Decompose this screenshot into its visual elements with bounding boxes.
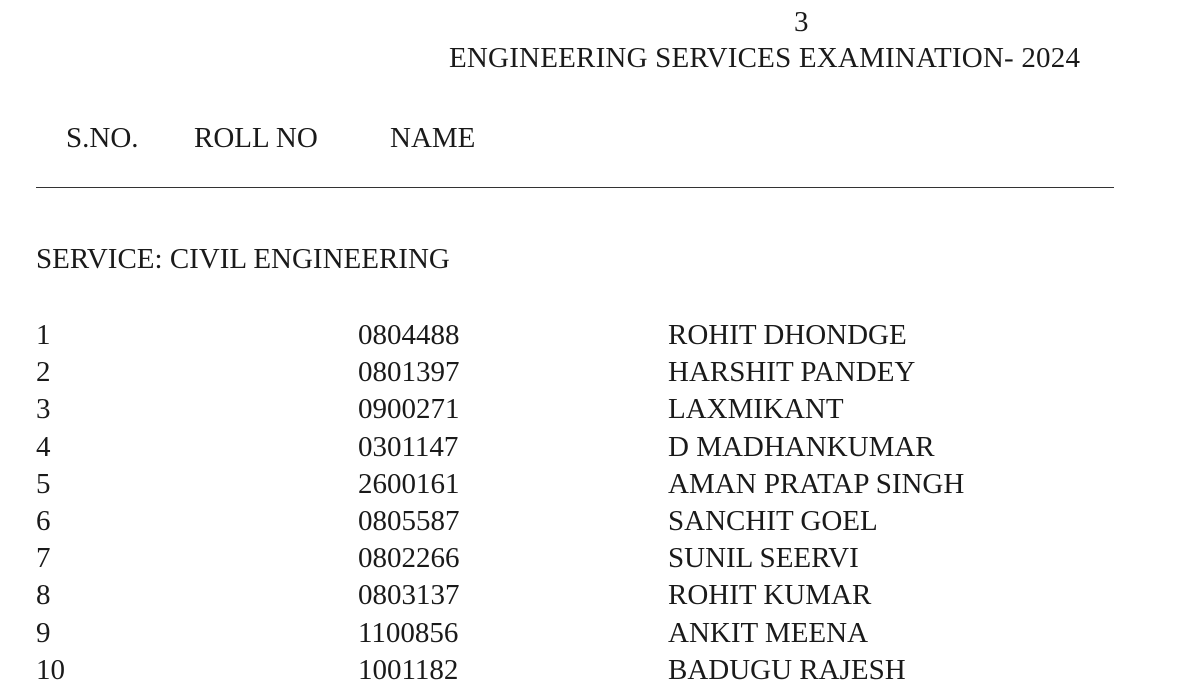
roll-no-cell: 0801397 xyxy=(358,356,460,389)
name-cell: SUNIL SEERVI xyxy=(668,542,859,575)
column-header-name: NAME xyxy=(390,122,476,154)
column-header-sno: S.NO. xyxy=(66,122,139,154)
results-list xyxy=(0,318,1200,690)
roll-no-cell: 2600161 xyxy=(358,467,460,500)
table-row xyxy=(0,616,1200,653)
name-cell: ROHIT KUMAR xyxy=(668,579,872,612)
sno-cell: 7 xyxy=(36,542,51,575)
page-number: 3 xyxy=(794,6,809,38)
roll-no-cell: 0802266 xyxy=(358,542,460,575)
name-cell: AMAN PRATAP SINGH xyxy=(668,467,965,500)
sno-cell: 8 xyxy=(36,579,51,612)
sno-cell: 4 xyxy=(36,430,51,463)
table-row xyxy=(0,430,1200,467)
roll-no-cell: 0900271 xyxy=(358,393,460,426)
sno-cell: 1 xyxy=(36,319,51,351)
table-row xyxy=(0,578,1200,615)
name-cell: ANKIT MEENA xyxy=(668,616,869,649)
table-row xyxy=(0,467,1200,504)
sno-cell: 6 xyxy=(36,504,51,537)
table-row xyxy=(0,392,1200,429)
header-divider xyxy=(36,187,1114,188)
sno-cell: 5 xyxy=(36,467,51,500)
exam-title: ENGINEERING SERVICES EXAMINATION- 2024 xyxy=(449,42,1081,74)
name-cell: HARSHIT PANDEY xyxy=(668,356,916,389)
roll-no-cell: 1001182 xyxy=(358,653,459,686)
name-cell: D MADHANKUMAR xyxy=(668,430,935,463)
roll-no-cell: 1100856 xyxy=(358,616,459,649)
service-heading: SERVICE: CIVIL ENGINEERING xyxy=(36,243,450,275)
name-cell: SANCHIT GOEL xyxy=(668,504,878,537)
table-row xyxy=(0,504,1200,541)
sno-cell: 3 xyxy=(36,393,51,426)
table-row xyxy=(0,355,1200,392)
sno-cell: 9 xyxy=(36,616,51,649)
table-row xyxy=(0,653,1200,690)
sno-cell: 10 xyxy=(36,653,65,686)
table-row xyxy=(0,541,1200,578)
roll-no-cell: 0803137 xyxy=(358,579,460,612)
name-cell: LAXMIKANT xyxy=(668,393,844,426)
name-cell: ROHIT DHONDGE xyxy=(668,319,907,351)
roll-no-cell: 0805587 xyxy=(358,504,460,537)
roll-no-cell: 0804488 xyxy=(358,319,460,351)
table-row xyxy=(0,318,1200,355)
sno-cell: 2 xyxy=(36,356,51,389)
name-cell: BADUGU RAJESH xyxy=(668,653,906,686)
roll-no-cell: 0301147 xyxy=(358,430,459,463)
column-header-roll-no: ROLL NO xyxy=(194,122,318,154)
